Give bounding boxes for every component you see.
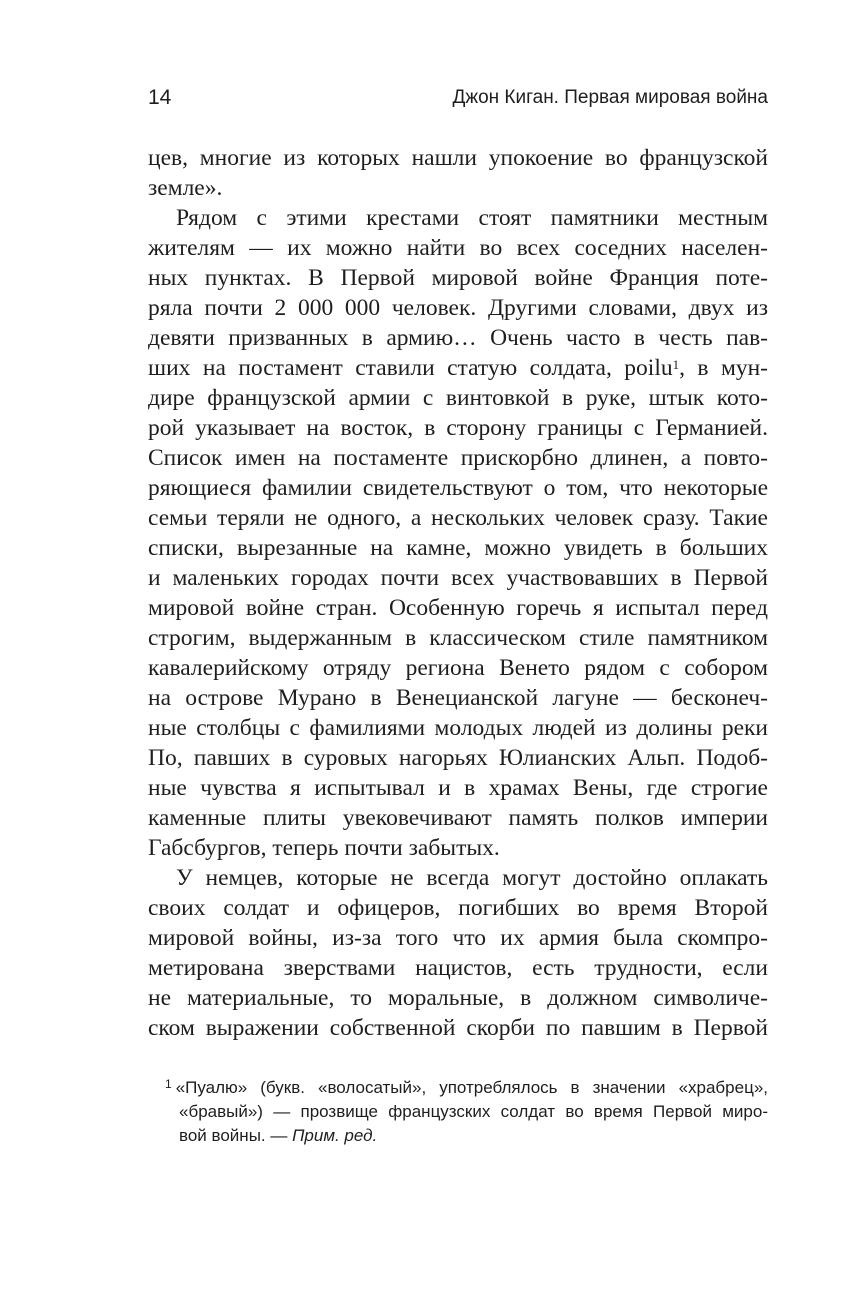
text-line: на острове Мурано в Венецианской лагуне — бесконеч- [148,685,768,711]
text-line: ряла почти 2 000 000 человек. Другими словами, двух из [148,295,768,321]
text-line: списки, вырезанные на камне, можно увидеть в больших [148,535,768,561]
text-line: цев, многие из которых нашли упокоение во французской [148,145,768,171]
body-text [148,143,768,1043]
text-line: ряющиеся фамилии свидетельствуют о том, что некоторые [148,475,768,501]
text-line: По, павших в суровых нагорьях Юлианских Альп. Подоб- [148,745,768,771]
text-line: мировой войны, из-за того что их армия была скомпро- [148,925,768,951]
footnote-reference: 1 [672,357,680,372]
text-line: мировой войне стран. Особенную горечь я испытал перед [148,595,768,621]
footnote-line [165,1076,768,1100]
footnote [165,1076,768,1148]
text-line: жителям — их можно найти во всех соседних населен- [148,235,768,261]
text-line: У немцев, которые не всегда могут достойно оплакать [176,865,768,891]
text-line: своих солдат и офицеров, погибших во время Второй [148,895,768,921]
footnote-line [165,1124,768,1148]
page-header [148,82,768,114]
footnote-text: «Пуалю» (букв. «волосатый», употреблялось в значении «храбрец», [175,1078,768,1097]
text-line-with-footnote [148,353,768,383]
footnote-marker: 1 [165,1077,172,1091]
text-line: дире французской армии с винтовкой в руке, штык кото- [148,385,768,411]
text-line: Рядом с этими крестами стоят памятники местным [176,205,768,231]
text-segment: ших на постамент ставили статую солдата, poilu [148,355,673,381]
text-line: не материальные, то моральные, в должном символиче- [148,985,768,1011]
text-line: рой указывает на восток, в сторону границы с Германией. [148,415,768,441]
text-line: девяти призванных в армию… Очень часто в честь пав- [148,325,768,351]
editor-note: Прим. ред. [292,1126,378,1145]
text-line: и маленьких городах почти всех участвовавших в Первой [148,565,768,591]
running-title: Джон Киган. Первая мировая война [452,87,768,108]
text-line: ных пунктах. В Первой мировой войне Франция поте- [148,265,768,291]
text-line: земле». [148,175,223,201]
text-line: Габсбургов, теперь почти забытых. [148,835,500,861]
page-number: 14 [148,86,172,109]
text-segment: , в мун- [679,355,768,381]
text-line: ные столбцы с фамилиями молодых людей из долины реки [148,715,768,741]
text-line: строгим, выдержанным в классическом стиле памятником [148,625,768,651]
text-line: кавалерийскому отряду региона Венето рядом с собором [148,655,768,681]
text-line: ском выражении собственной скорби по павшим в Первой [148,1015,768,1041]
text-line: ные чувства я испытывал и в храмах Вены, где строгие [148,775,768,801]
text-line: каменные плиты увековечивают память полков империи [148,805,768,831]
footnote-text: вой войны. — [179,1126,293,1145]
text-line: Список имен на постаменте прискорбно длинен, а повто- [148,445,768,471]
text-line: метирована зверствами нацистов, есть трудности, если [148,955,768,981]
footnote-line: «бравый») — прозвище французских солдат во время Первой миро- [179,1102,768,1121]
text-line: семьи теряли не одного, а нескольких человек сразу. Такие [148,505,768,531]
